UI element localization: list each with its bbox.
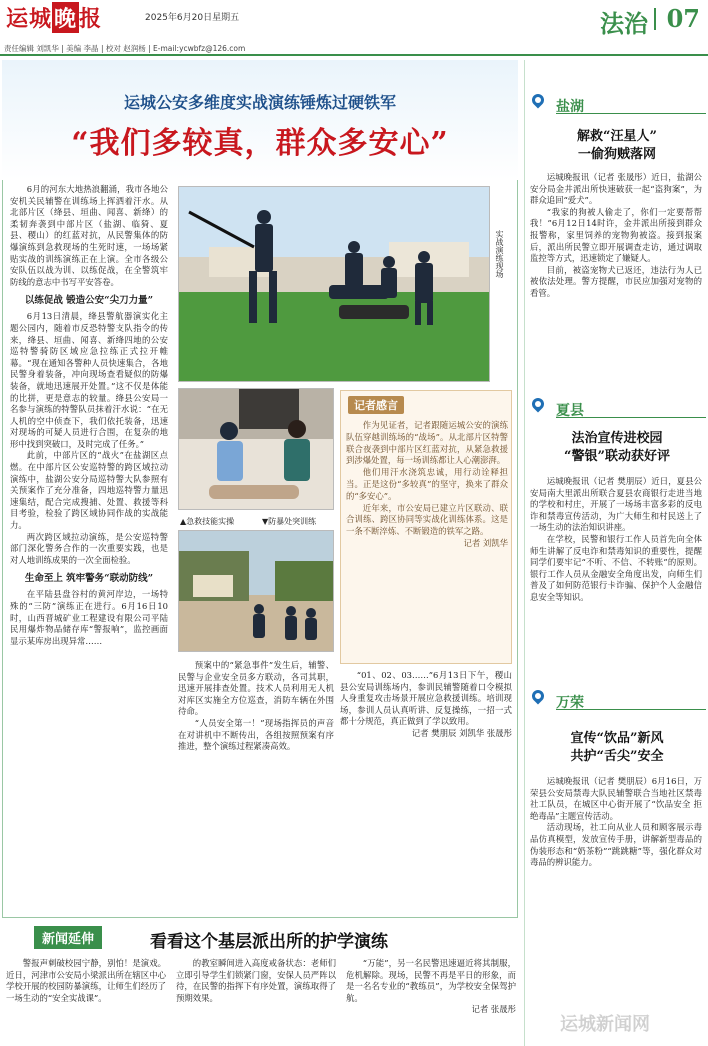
paragraph: 运城晚报讯（记者 樊朋辰）6月16日，万荣县公安局禁毒大队民辅警联合当地社区禁毒社工队员，在城区中心街开展了“饮品安全 拒绝毒品”主题宣传活动。: [530, 776, 702, 821]
article-headline: “我们多较真，群众多安心”: [71, 126, 449, 161]
paragraph: 活动现场，社工向从业人员和顾客展示毒品仿真模型，发放宣传手册，讲解新型毒品的伪装形态和“奶茶粉”“跳跳糖”等，强化群众对毒品的辨识能力。: [530, 822, 702, 868]
reporter-note-text: [346, 420, 508, 660]
paragraph: 两次跨区域拉动演练，是公安巡特警部门深化警务合作的一次重要实践，也是对人地训练成果的一次全面检验。: [10, 531, 168, 565]
paragraph: 运城晚报讯（记者 张晟彤）近日，盐湖公安分局金井派出所快速破获一起“盗狗案”，为群众追回“爱犬”。: [530, 172, 702, 206]
training-scene-illustration: [179, 187, 490, 382]
paragraph: 他们用汗水浇筑忠诚，用行动诠释担当。正是这份“多较真”的坚守，换来了群众的“多安心”。: [346, 467, 508, 501]
issue-date: 2025年6月20日星期五: [145, 13, 240, 23]
note-signature: 记者 刘凯华: [463, 537, 508, 548]
paragraph: “我家的狗被人偷走了，你们一定要帮帮我！”6月12日14时许，金井派出所接到群众报警称，家里饲养的宠物狗被盗。接到报案后，派出所民警立即开展调查走访，通过调取监控等方式，迅速锁定了嫌疑人。: [530, 206, 702, 264]
newspaper-logo: 运城晚报: [6, 2, 102, 33]
right-section-name-1: 盐湖: [556, 99, 584, 115]
photo-caption-vertical: 实战演练现场: [495, 230, 504, 278]
paragraph: 的教室瞬间进入高度戒备状态：老师们立即引导学生们锁紧门窗，安保人员严阵以待，在民警的指挥下有序处置，演练取得了预期效果。: [176, 958, 336, 1003]
paragraph: “01、02、03……”6月13日下午，稷山县公安局训练场内，参训民辅警随着口令模拟人身重复攻击场景开展应急救援训练。培训现场，参训人员认真听讲、反复操练，一招一式都十分规范，真正做到了学以致用。: [340, 670, 512, 727]
caption-anti-riot: ▼防暴处突训练: [262, 517, 317, 526]
right-story-title-2: 法治宣传进校园 “警银”联动获好评: [564, 431, 670, 464]
paragraph: 作为见证者，记者跟随运城公安的演练队伍穿越训练场的“战场”。从北部片区特警联合夜袭到中部片区红蓝对抗，从紧急救援到涉爆处置，每一场训练都让人心潮澎湃。: [346, 420, 508, 466]
paragraph: 预案中的“紧急事件”发生后，辅警、民警与企业安全员多方联动，各司其职，迅速开展排查处置。技术人员利用无人机对库区实施全方位巡查，消防车辆在外围待命。: [178, 660, 334, 717]
reporter-note-title: 记者感言: [348, 396, 404, 414]
paragraph: 6月的河东大地热浪翻涌，我市各地公安机关民辅警在训练场上挥洒着汗水。从北部片区（绛县、垣曲、闻喜、新绛）的柔韧奔袭到中部片区（盐湖、临猗、夏县、稷山）的红蓝对抗，从民警集体的防爆演练到急救现场的生死时速，一场场紧贴实战的训练演练正在上演。全市各级公安队伍以战为训、以练促战，在全警筑牢防线的意志中书写平安答卷。: [10, 184, 168, 287]
bottom-headline: 看看这个基层派出所的护学演练: [150, 932, 388, 952]
caption-first-aid: ▲急救技能实操: [180, 517, 235, 526]
page-separator: [654, 8, 656, 30]
paragraph: 在平陆县盘谷村的黄河岸边，一场特殊的“三防”演练正在进行。6月16日10时，山西晋城矿业工程建设有限公司平陆民用爆炸物品储存库“警报响”，监控画面显示某库房出现异常……: [10, 589, 168, 646]
right-story-body-1: [530, 172, 702, 384]
article-column-1: [10, 184, 168, 918]
bottom-column-2: [176, 958, 336, 1044]
site-watermark: 运城新闻网: [560, 1014, 650, 1035]
paragraph: 6月13日清晨，绛县警航器演实化主题公园内，随着市反恐特警支队指令的传来，绛县、垣曲、闻喜、新绛四地的公安巡特警骑防区域应急拉练正式拉开帷幕。“现在通知各警种人员快速集合，各地民警身着装备，冲向现场查看疑似的防爆装备，就地迅速展开处置。”这不仅是体能的比拼，更是意志的较量。绛县公安局一名参与演练的特警队员抹着汗水说：“在无人机的空中侦查下，我们依托装备，迅速对现场的可疑人员进行合围，在复杂的地形中找到突破口，及时完成了任务。”: [10, 311, 168, 449]
news-extension-tag: 新闻延伸: [34, 926, 102, 949]
right-story-body-3: [530, 776, 702, 1006]
subheading: 生命至上 筑牢警务“联动防线”: [24, 573, 154, 585]
anti-riot-photo: [178, 530, 334, 652]
right-section-name-2: 夏县: [556, 403, 584, 419]
first-aid-photo: [178, 388, 334, 510]
paragraph: 此前，中部片区的“战火”在盐湖区点燃。在中部片区公安巡特警的跨区域拉动演练中，盐湖公安分局巡特警大队参照有关预案作了充分准备，四地巡特警力量迅速集结，配合完成搜捕、处置、救援等科目考验，检验了跨区域协同作战的实战能力。: [10, 450, 168, 531]
article-column-3: [340, 670, 512, 918]
right-story-title-1: 解救“汪星人” 一偷狗贼落网: [577, 129, 657, 162]
paragraph: “人员安全第一！”现场指挥员的声音在对讲机中不断传出，各组按照预案有序推进，整个演练过程紧凑高效。: [178, 717, 334, 752]
location-pin-icon: [532, 690, 544, 706]
paragraph: 近年来，市公安局已建立片区联动、联合训练、跨区协同等实战化训练体系。这是一条不断淬炼、不断锻造的铁军之路。: [346, 502, 508, 537]
article-byline: 记者 樊朋辰 刘凯华 张晟彤: [411, 727, 512, 738]
bottom-column-3: [346, 958, 516, 1044]
bottom-byline: 记者 张晟彤: [471, 1004, 516, 1015]
location-pin-icon: [532, 94, 544, 110]
paragraph: 目前，被盗宠物犬已返还，违法行为人已被依法处理。警方提醒，市民应加强对宠物的看管。: [530, 264, 702, 298]
paragraph: 在学校，民警和银行工作人员首先向全体师生讲解了反电诈和禁毒知识的重要性，提醒同学们要牢记“不听、不信、不转账”的原则。银行工作人员从金融安全角度出发，向师生们普及了如何防范银行卡诈骗、保护个人金融信息安全等知识。: [530, 533, 702, 602]
article-column-2: [178, 660, 334, 918]
section-title: 法治: [600, 9, 648, 38]
paragraph: 运城晚报讯（记者 樊朋辰）近日，夏县公安局南大里派出所联合夏县农商银行走进当地的学校和村庄，开展了一场场丰富多彩的反电诈和禁毒宣传活动，为广大师生和村民送上了一场生动的法治知识讲座。: [530, 476, 702, 533]
editor-credits: 责任编辑 刘凯华 | 美编 李晶 | 校对 赵润杨 | E-mail:ycwbfz@126.com: [4, 44, 246, 53]
article-kicker: 运城公安多维度实战演练锤炼过硬铁军: [123, 93, 396, 112]
page-number: 07: [666, 4, 700, 33]
header-rule: [0, 54, 708, 56]
right-section-name-3: 万荣: [556, 695, 584, 711]
paragraph: 警报声刺破校园宁静，别怕！是演戏。近日，河津市公安局小梁派出所在辖区中心学校开展的校园防暴演练，让师生们经历了一场生动的“安全实战课”。: [6, 958, 166, 1003]
subheading: 以练促战 锻造公安“尖刀力量”: [24, 295, 154, 307]
location-pin-icon: [532, 398, 544, 414]
right-story-title-3: 宣传“饮品”新风 共护“舌尖”安全: [570, 731, 664, 764]
paragraph: “万能”，另一名民警迅速逼近将其制服，危机解除。现场，民警不再是平日的形象，而是一名名专业的“教练员”，为学校安全保驾护航。: [346, 958, 516, 1003]
bottom-column-1: [6, 958, 166, 1044]
first-aid-illustration: [179, 389, 334, 510]
training-field-photo: [178, 186, 490, 382]
right-story-body-2: [530, 476, 702, 672]
masthead: [0, 0, 708, 44]
anti-riot-illustration: [179, 531, 334, 652]
